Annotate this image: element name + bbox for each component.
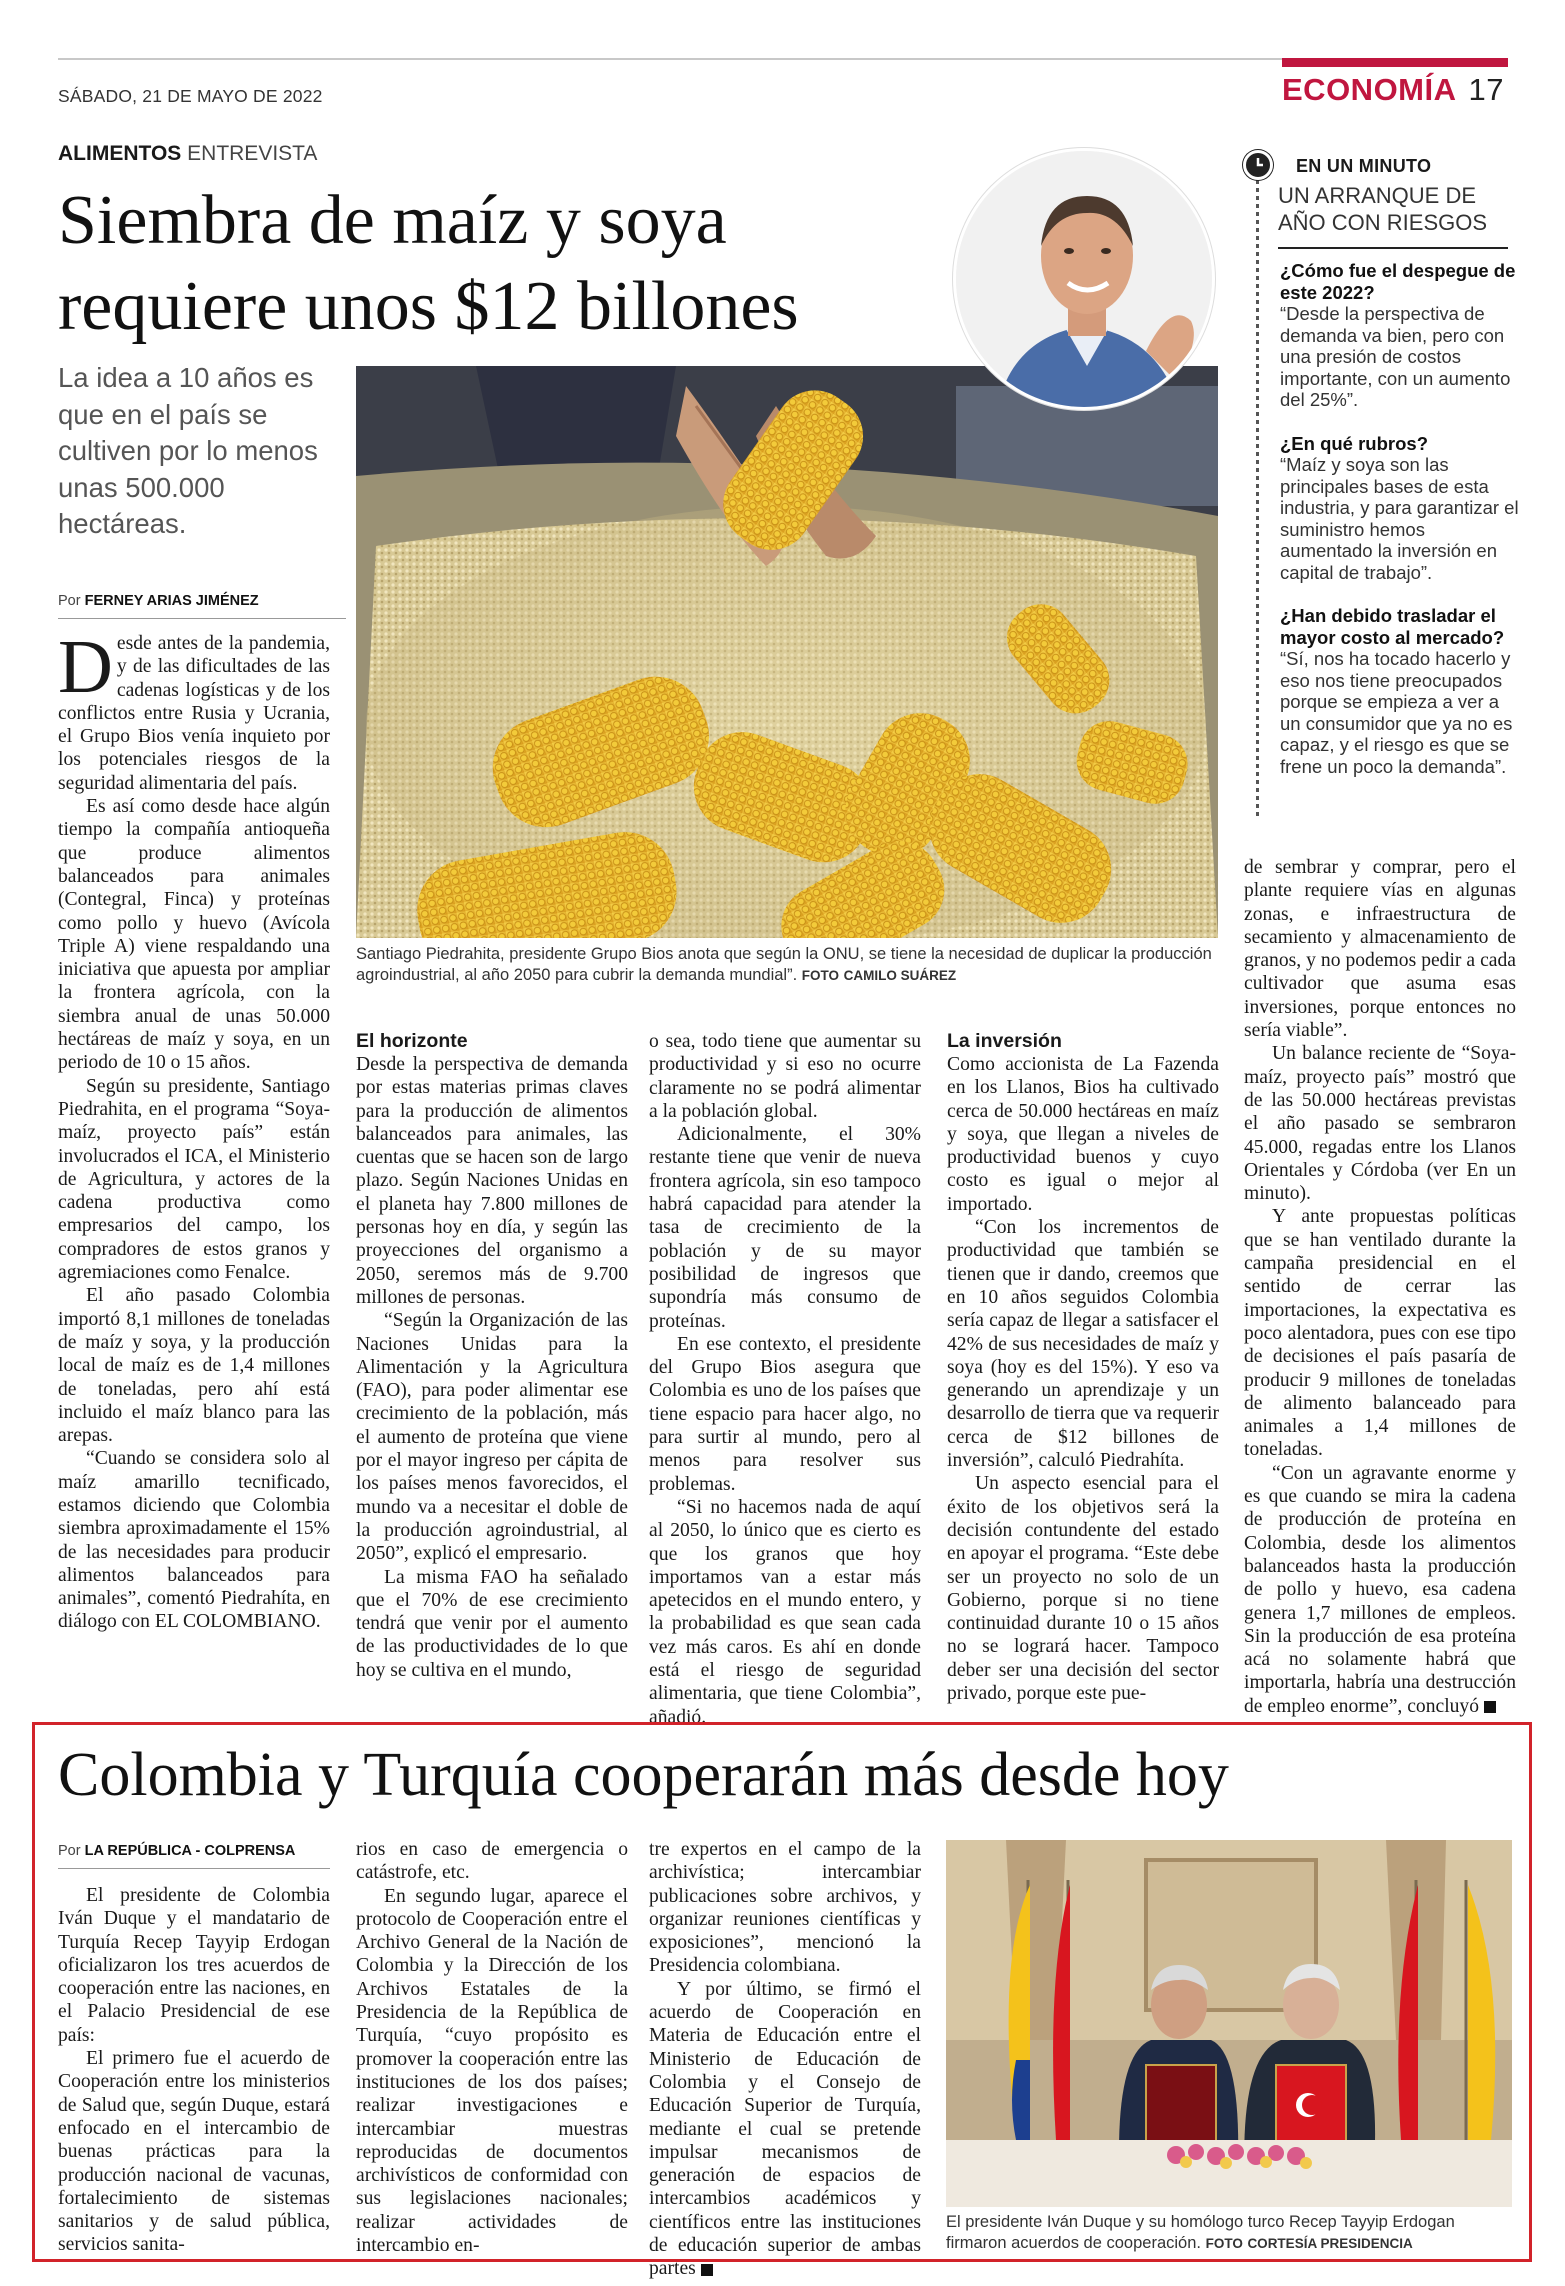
sidebar-label: EN UN MINUTO	[1296, 156, 1432, 176]
byline-prefix: Por	[58, 593, 81, 609]
paragraph: Desde la perspectiva de demanda por estas materias primas claves para la producción de alimentos balanceados para animales, las cuentas que se hacen son de largo plazo. Según Naciones Unidas en el planeta hay 7.800 millones de personas hoy en día, y según las proyecciones del organismo a 2050, seremos más de 9.700 millones de personas.	[356, 1054, 628, 1308]
article-column-5	[1244, 856, 1516, 1718]
article2-byline	[58, 1843, 295, 1859]
byline-author: FERNEY ARIAS JIMÉNEZ	[84, 593, 259, 609]
portrait-photo	[953, 148, 1215, 410]
paragraph: Un balance reciente de “Soya-maíz, proyecto país” mostró que de las 50.000 hectáreas previstas el año pasado se sembraron 45.000, regadas entre los Llanos Orientales y Córdoba (ver En un minuto).	[1244, 1043, 1516, 1205]
portrait-illustration	[956, 151, 1215, 410]
headline-line-1: Siembra de maíz y soya	[58, 182, 727, 259]
byline-rule	[58, 1868, 330, 1869]
paragraph: tre expertos en el campo de la archivística; intercambiar publicaciones sobre archivos, y organizar reuniones científicas y exposiciones”, mencionó la Presidencia colombiana.	[649, 1839, 921, 1977]
sidebar-title-rule	[1278, 247, 1508, 249]
byline-rule	[58, 618, 346, 619]
qa-answer: “Sí, nos ha tocado hacerlo y eso nos tiene preocupados porque se empieza a ver a un consumidor que ya no es capaz, y el riesgo es que se frene un poco la demanda”.	[1280, 648, 1513, 777]
paragraph: “Con los incrementos de productividad que también se tienen que ir dando, creemos que en 10 años seguidos Colombia sería capaz de llegar a satisfacer el 42% de sus necesidades de maíz y soya (hoy es del 15%). Y eso va generando un aprendizaje y un desarrollo de tierra que va requerir cerca de $12 billones de inversión”, calculó Piedrahíta.	[947, 1217, 1219, 1472]
paragraph: “Según la Organización de las Naciones Unidas para la Alimentación y la Agricultura (FAO), para poder alimentar ese crecimiento de la población, más el aumento de proteína que viene por el mayor ingreso per cápita de los países menos favorecidos, el mundo va a necesitar el doble de la producción agroindustrial, al 2050”, explicó el empresario.	[356, 1310, 628, 1565]
qa-question: ¿Cómo fue el despegue de este 2022?	[1280, 260, 1516, 303]
clock-icon	[1243, 150, 1273, 180]
qa-question: ¿Han debido trasladar el mayor costo al mercado?	[1280, 605, 1505, 648]
corn-photo	[356, 366, 1218, 938]
photo-caption-text: Santiago Piedrahita, presidente Grupo Bios anota que según la ONU, se tiene la necesidad de duplicar la producción agroindustrial, al año 2050 para cubrir la demanda mundial”.	[356, 945, 1212, 984]
qa-answer: “Desde la perspectiva de demanda va bien, pero con una presión de costos importante, con un aumento del 25%”.	[1280, 303, 1511, 410]
issue-date: SÁBADO, 21 DE MAYO DE 2022	[58, 86, 323, 106]
paragraph: “Cuando se considera solo al maíz amarillo tecnificado, estamos diciendo que Colombia siembra aproximadamente el 15% de las necesidades para producir alimentos balanceados para animales”, comentó Piedrahíta, en diálogo con EL COLOMBIANO.	[58, 1448, 330, 1633]
sidebar-title-line-1: UN ARRANQUE DE	[1278, 183, 1477, 208]
sidebar-rule	[1256, 164, 1259, 816]
paragraph: rios en caso de emergencia o catástrofe, etc.	[356, 1839, 628, 1884]
sidebar-qa-list	[1280, 260, 1520, 777]
article2-column-2	[356, 1838, 628, 2257]
paragraph: La misma FAO ha señalado que el 70% de ese crecimiento tendrá que venir por el aumento de las productividades de lo que hoy se cultiva en el mundo,	[356, 1566, 628, 1681]
paragraph: El año pasado Colombia importó 8,1 millones de toneladas de maíz y soya, y la producción local de maíz es de 1,4 millones de toneladas, pero ahí está incluido el maíz blanco para las arepas.	[58, 1285, 330, 1447]
qa-item	[1280, 605, 1520, 777]
article-column-3	[649, 1030, 921, 1729]
qa-item	[1280, 433, 1520, 584]
sidebar-title-line-2: AÑO CON RIESGOS	[1278, 210, 1488, 235]
paragraph: El presidente de Colombia Iván Duque y el mandatario de Turquía Recep Tayyip Erdogan oficializaron los tres acuerdos de cooperación entre las naciones, en el Palacio Presidencial de ese país:	[58, 1885, 330, 2046]
signing-photo-caption	[946, 2212, 1512, 2254]
paragraph: de sembrar y comprar, pero el plante requiere vías en algunas zonas, e infraestructura de secamiento y almacenamiento de granos, y no podemos pedir a cada cultivador que asuma esas inversiones, porque entonces no sería viable”.	[1244, 857, 1516, 1042]
signing-photo	[946, 1840, 1512, 2207]
page-number: 17	[1468, 72, 1504, 107]
photo-credit-prefix: FOTO	[1205, 2236, 1243, 2251]
section-tab	[1282, 58, 1508, 67]
paragraph: En segundo lugar, aparece el protocolo de Cooperación entre el Archivo General de la Nación de Colombia y la Dirección de los Archivos Estatales de la Presidencia de la República de Turquía, “cuyo propósito es promover la cooperación entre las instituciones de los dos países; realizar investigaciones e intercambiar muestras reproducidas de documentos archivísticos de conformidad con sus legislaciones nacionales; realizar actividades de intercambio en-	[356, 1885, 628, 2257]
end-mark-icon	[701, 2264, 713, 2276]
photo-credit-prefix: FOTO	[801, 968, 840, 983]
paragraph: Es así como desde hace algún tiempo la compañía antioqueña que produce alimentos balanceados para animales (Contegral, Finca) y proteínas como pollo y huevo (Avícola Triple A) viene respaldando una iniciativa que apuesta por ampliar la frontera agrícola, con la siembra anual de unas 50.000 hectáreas de maíz y soya, en un periodo de 10 o 15 años.	[58, 796, 330, 1074]
signing-illustration	[946, 1840, 1512, 2207]
paragraph: o sea, todo tiene que aumentar su productividad y si eso no ocurre claramente no se podrá alimentar a la población global.	[649, 1031, 921, 1122]
dropcap: D	[58, 625, 113, 709]
paragraph: Y por último, se firmó el acuerdo de Cooperación en Materia de Educación entre el Ministerio de Educación de Colombia y el Consejo de Educación Superior de Turquía, mediante el cual se pretende impulsar mecanismos de generación de espacios de intercambios académicos y científicos entre las instituciones de educación superior de ambas partes	[649, 1978, 921, 2280]
article-column-2	[356, 1030, 628, 1682]
paragraph: Adicionalmente, el 30% restante tiene que venir de nueva frontera agrícola, sin eso tampoco habrá capacidad para atender la tasa de crecimiento de la población y de su mayor posibilidad de ingresos que supondría más consumo de proteínas.	[649, 1124, 921, 1332]
kicker-type: ENTREVISTA	[187, 142, 318, 165]
subhead-inversion: La inversión	[947, 1030, 1062, 1052]
end-mark-icon	[1484, 1701, 1496, 1713]
paragraph: “Si no hacemos nada de aquí al 2050, lo único que es cierto es que los granos que hoy importamos van a estar más apetecidos en el mundo entero, y la probabilidad es que sean cada vez más caros. Es ahí en donde está el riesgo de seguridad alimentaria, que tiene Colombia”, añadió.	[649, 1496, 921, 1728]
section-name: ECONOMÍA	[1282, 72, 1456, 107]
article2-column-3	[649, 1838, 921, 2281]
paragraph: Como accionista de La Fazenda en los Llanos, Bios ha cultivado cerca de 50.000 hectáreas en maíz y soya, que llegan a niveles de productividad buenos y cuyo costo es igual o mejor al importado.	[947, 1054, 1219, 1215]
kicker-category: ALIMENTOS	[58, 142, 182, 165]
photo-credit: CAMILO SUÁREZ	[843, 968, 957, 983]
subhead-horizonte: El horizonte	[356, 1030, 468, 1052]
section-label	[1282, 72, 1504, 108]
article-headline	[58, 178, 799, 350]
corn-photo-illustration	[356, 366, 1218, 938]
article-kicker	[58, 142, 317, 166]
headline-line-2: requiere unos $12 billones	[58, 268, 799, 345]
paragraph: Según su presidente, Santiago Piedrahita, en el programa “Soya-maíz, proyecto país” están involucrados el ICA, el Ministerio de Agricultura, y actores de la cadena productiva como empresarios del campo, los compradores de estos granos y agremiaciones como Fenalce.	[58, 1075, 330, 1284]
article2-column-1	[58, 1884, 330, 2257]
qa-question: ¿En qué rubros?	[1280, 432, 1428, 454]
qa-answer: “Maíz y soya son las principales bases de esta industria, y para garantizar el suministro hemos aumentado la inversión en capital de trabajo”.	[1280, 454, 1519, 583]
paragraph: Desde antes de la pandemia, y de las dificultades de las cadenas logísticas y de los conflictos entre Rusia y Ucrania, el Grupo Bios venía inquieto por los potenciales riesgos de la seguridad alimentaria del país.	[58, 625, 330, 794]
article-deck: La idea a 10 años es que en el país se cultiven por lo menos unas 500.000 hectáreas.	[58, 362, 318, 539]
qa-item	[1280, 260, 1520, 411]
paragraph: Un aspecto esencial para el éxito de los objetivos será la decisión contundente del estado en apoyar el programa. “Este debe ser un proyecto no solo de un Gobierno, porque si no tiene continuidad durante 10 o 15 años no se logrará hacer. Tampoco deber ser una decisión del sector privado, porque este pue-	[947, 1473, 1219, 1705]
byline-author: LA REPÚBLICA - COLPRENSA	[84, 1843, 296, 1859]
article2-headline: Colombia y Turquía cooperarán más desde hoy	[58, 1741, 1229, 1809]
byline	[58, 593, 259, 609]
paragraph: En ese contexto, el presidente del Grupo Bios asegura que Colombia es uno de los países que tiene espacio para hacer algo, no para surtir al mundo, pero al menos para resolver sus problemas.	[649, 1333, 921, 1495]
photo-credit: CORTESÍA PRESIDENCIA	[1247, 2236, 1413, 2251]
article-column-4	[947, 1030, 1219, 1705]
photo-caption-text: El presidente Iván Duque y su homólogo turco Recep Tayyip Erdogan firmaron acuerdos de cooperación.	[946, 2213, 1455, 2252]
sidebar-title	[1278, 182, 1487, 236]
paragraph: “Con un agravante enorme y es que cuando se mira la cadena de producción de proteína en Colombia, desde los alimentos balanceados hasta la producción de pollo y huevo, esa cadena genera 1,7 millones de empleos. Sin la producción de esa proteína acá no solamente habrá que importarla, habría una destrucción de empleo enorme”, concluyó	[1244, 1462, 1516, 1717]
photo-caption	[356, 944, 1218, 986]
paragraph: El primero fue el acuerdo de Cooperación entre los ministerios de Salud que, según Duque, estará enfocado en el intercambio de buenas prácticas para la producción nacional de vacunas, fortalecimiento de sistemas sanitarios y de salud pública, servicios sanita-	[58, 2048, 330, 2256]
article-column-1	[58, 625, 330, 1634]
paragraph: Y ante propuestas políticas que se han ventilado durante la campaña presidencial en el sentido de cerrar las importaciones, la expectativa es poco alentadora, pues con ese tipo de decisiones el país pasaría de producir 9 millones de toneladas de alimento balanceado para animales a 1,4 millones de toneladas.	[1244, 1206, 1516, 1461]
byline-prefix: Por	[58, 1843, 81, 1859]
